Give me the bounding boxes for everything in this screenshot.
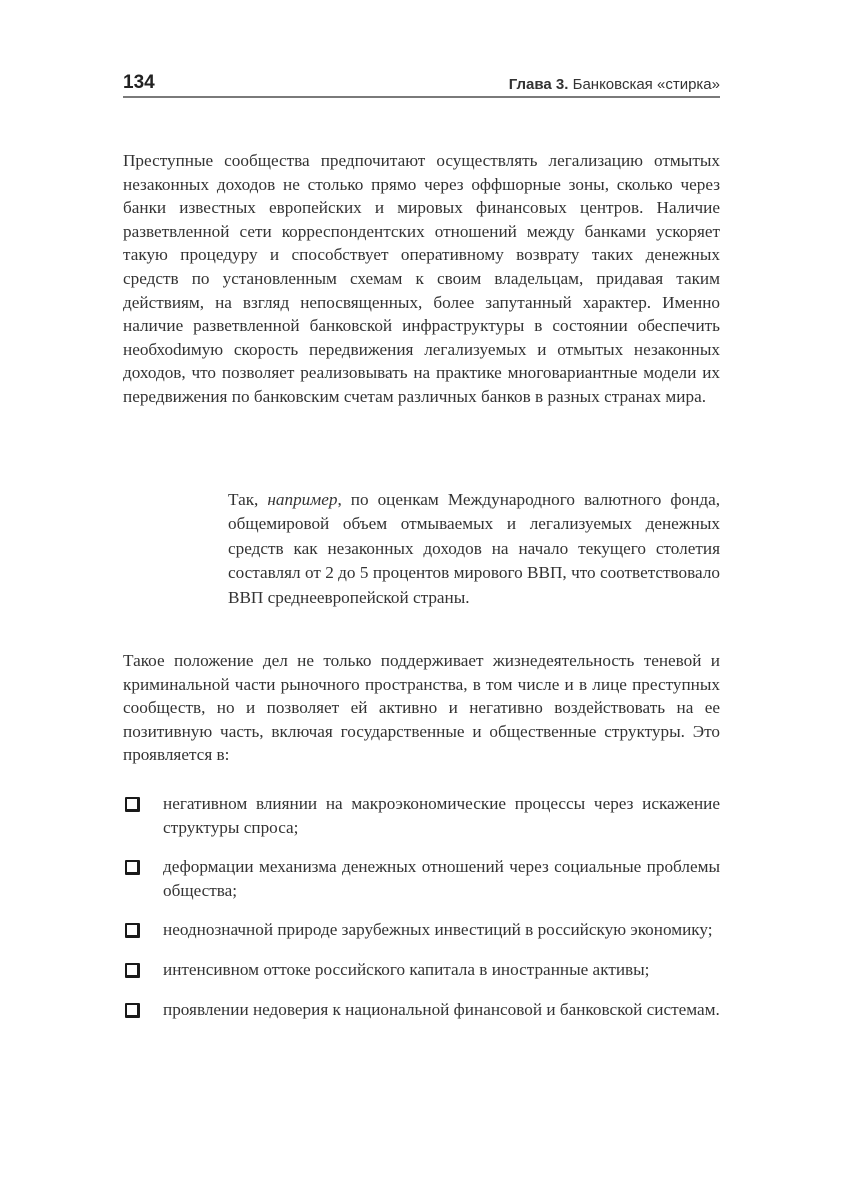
paragraph-consequences: Такое положение дел не только поддерживает жизнедеятельность теневой и криминальной части рыночного пространства, в том числе и в лице преступных сообществ, но и позволяет ей активно и негативно воздействовать на ее позитивную часть, включая государственные и общественные структуры. Это проявляется в:	[123, 651, 720, 765]
checkbox-square-icon	[125, 860, 140, 875]
list-item	[123, 918, 720, 942]
checkbox-square-icon	[125, 923, 140, 938]
bullet-list	[123, 792, 720, 1037]
checkbox-square-icon	[125, 963, 140, 978]
chapter-label: Глава 3.	[508, 76, 569, 93]
list-item	[123, 855, 720, 902]
list-item	[123, 792, 720, 839]
list-item-text: деформации механизма денежных отношений через социальные проблемы общества;	[163, 857, 720, 900]
quote-block	[228, 488, 720, 610]
list-item-text: неоднозначной природе зарубежных инвестиций в российскую экономику;	[163, 920, 713, 940]
list-item	[123, 998, 720, 1022]
quote-text: , по оценкам Международного валютного фонда, общемировой объем отмываемых и легализуемых денежных средств как незаконных доходов на начало текущего столетия составлял от 2 до 5 процентов мирового ВВП, что соответствовало ВВП среднеевропейской страны.	[228, 490, 720, 607]
checkbox-square-icon	[125, 797, 140, 812]
quote-lead: Так,	[228, 490, 268, 509]
list-item-text: негативном влиянии на макроэкономические процессы через искажение структуры спроса;	[163, 794, 720, 837]
checkbox-square-icon	[125, 1003, 140, 1018]
paragraph-intro: Преступные сообщества предпочитают осуществлять легализацию отмытых незаконных доходов не столько прямо через оффшорные зоны, сколько через банки известных европейских и мировых финансовых центров. Наличие разветвленной сети корреспондентских отношений между банками ускоряет такую процедуру и способствует оперативному возврату таких денежных средств по установленным схемам к своим владельцам, придавая таким действиям, на взгляд непосвященных, более запутанный характер. Именно наличие разветвленной банковской инфраструктуры в состоянии обеспечить необхоdимую скорость передвижения легализуемых и отмытых незаконных доходов, что позволяет реализовывать на практике многовариантные модели их передвижения по банковским счетам различных банков в разных странах мира.	[123, 151, 720, 406]
quote-emphasis: например	[267, 490, 338, 509]
running-head	[509, 76, 720, 93]
list-item	[123, 958, 720, 982]
list-item-text: проявлении недоверия к национальной финансовой и банковской системам.	[163, 999, 720, 1019]
chapter-title: Банковская «стирка»	[572, 76, 720, 93]
list-item-text: интенсивном оттоке российского капитала в иностранные активы;	[163, 959, 650, 979]
page-number: 134	[123, 72, 155, 93]
page-header	[123, 72, 720, 98]
